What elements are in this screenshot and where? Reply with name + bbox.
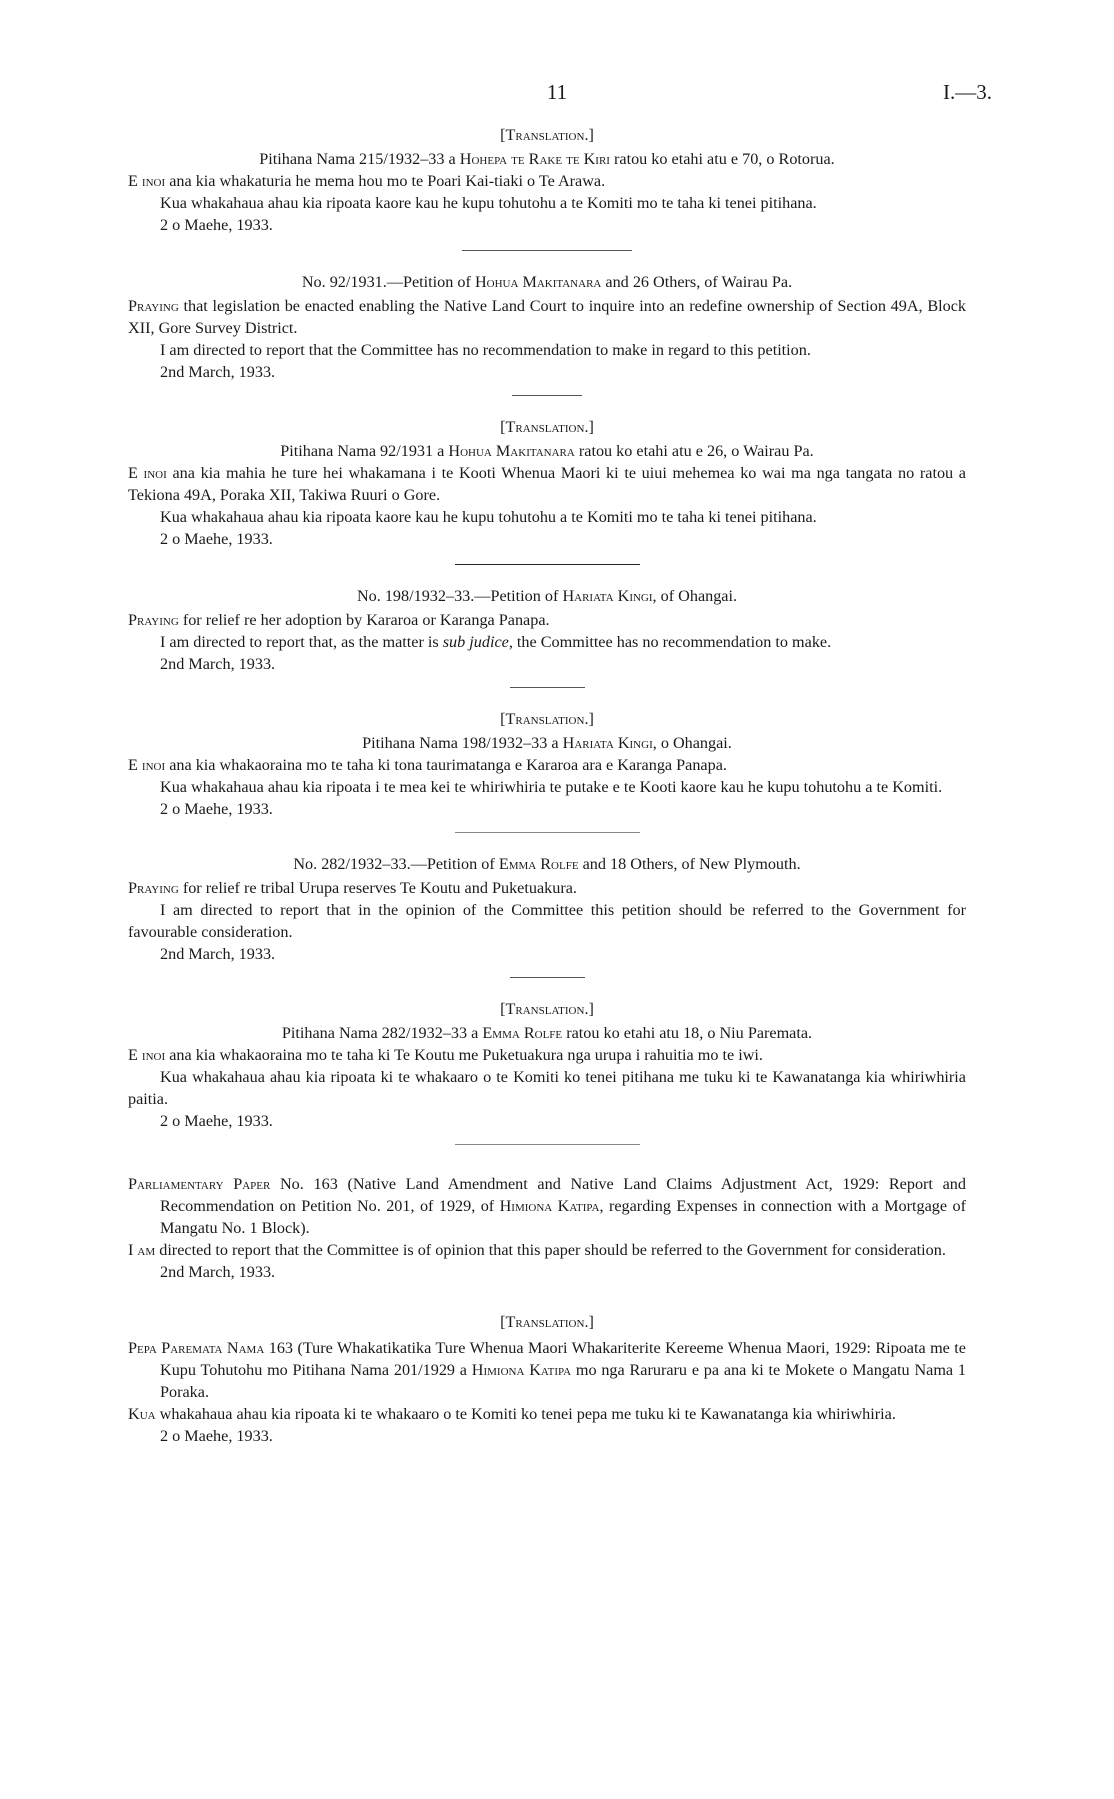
petition-title: No. 282/1932–33.—Petition of Emma Rolfe and 18 Others, of New Plymouth. — [293, 855, 801, 873]
translation-label: [Translation.] — [500, 1000, 594, 1018]
petition-title: No. 92/1931.—Petition of Hohua Makitanara and 26 Others, of Wairau Pa. — [301, 273, 793, 291]
committee-report: I am directed to report that, as the matter is sub judice, the Committee has no recommendation to make. — [160, 633, 832, 651]
committee-report: Kua whakahaua ahau kia ripoata ki te whakaaro o te Komiti ko tenei pepa me tuku ki te Kawanatanga kia whiriwhiria. — [128, 1405, 896, 1423]
paper-reference: I.—3. — [943, 80, 992, 104]
petition-title: Pitihana Nama 92/1931 a Hohua Makitanara ratou ko etahi atu e 26, o Wairau Pa. — [280, 442, 814, 460]
document-body — [128, 124, 966, 1447]
section-divider — [462, 250, 632, 251]
committee-report: I am directed to report that the Committee has no recommendation to make in regard to this petition. — [160, 341, 811, 359]
section-divider — [512, 395, 582, 396]
section-divider — [455, 1144, 640, 1145]
committee-report: Kua whakahaua ahau kia ripoata ki te whakaaro o te Komiti ko tenei pitihana me tuku ki te Kawanatanga kia whiriwhiria paitia. — [128, 1068, 966, 1108]
report-date: 2nd March, 1933. — [160, 363, 276, 381]
petition-request: Praying for relief re her adoption by Kararoa or Karanga Panapa. — [128, 611, 550, 629]
petition-title: No. 198/1932–33.—Petition of Hariata Kingi, of Ohangai. — [356, 587, 738, 605]
translation-label: [Translation.] — [500, 418, 594, 436]
report-date: 2 o Maehe, 1933. — [160, 530, 273, 548]
translation-label: [Translation.] — [500, 710, 594, 728]
petition-title: Pitihana Nama 282/1932–33 a Emma Rolfe ratou ko etahi atu 18, o Niu Paremata. — [281, 1024, 813, 1042]
section-divider — [510, 977, 585, 978]
report-date: 2nd March, 1933. — [160, 1263, 276, 1281]
report-date: 2 o Maehe, 1933. — [160, 216, 273, 234]
translation-label: [Translation.] — [500, 1313, 594, 1331]
translation-label: [Translation.] — [500, 126, 594, 144]
section-divider — [455, 832, 640, 833]
petition-request: E inoi ana kia whakaoraina mo te taha ki tona taurimatanga e Kararoa ara e Karanga Panapa. — [128, 756, 727, 774]
petition-request: E inoi ana kia whakaturia he mema hou mo te Poari Kai-tiaki o Te Arawa. — [128, 172, 606, 190]
petition-request: Praying for relief re tribal Urupa reserves Te Koutu and Puketuakura. — [128, 879, 577, 897]
paper-title: Parliamentary Paper No. 163 (Native Land Amendment and Native Land Claims Adjustment Act, 1929: Report and Recommendation on Petition No. 201, of 1929, of Himiona Katipa, regarding Expenses in connection with a Mortgage of Mangatu No. 1 Block). — [128, 1175, 966, 1237]
petition-request: E inoi ana kia mahia he ture hei whakamana i te Kooti Whenua Maori ki te uiui mehemea ko wai ma nga tangata no ratou a Tekiona 49A, Poraka XII, Takiwa Ruuri o Gore. — [128, 464, 966, 504]
report-date: 2nd March, 1933. — [160, 655, 276, 673]
report-date: 2 o Maehe, 1933. — [160, 800, 273, 818]
petition-request: Praying that legislation be enacted enabling the Native Land Court to inquire into an redefine ownership of Section 49A, Block XII, Gore Survey District. — [128, 297, 966, 337]
page-number: 11 — [546, 80, 568, 104]
paper-title: Pepa Paremata Nama 163 (Ture Whakatikatika Ture Whenua Maori Whakariterite Kereeme Whenua Maori, 1929: Ripoata me te Kupu Tohutohu mo Pitihana Nama 201/1929 a Himiona Katipa mo nga Raruraru e pa ana ki te Mokete o Mangatu Nama 1 Poraka. — [128, 1339, 966, 1401]
report-date: 2 o Maehe, 1933. — [160, 1427, 273, 1445]
committee-report: Kua whakahaua ahau kia ripoata i te mea kei te whiriwhiria te putake e te Kooti kaore kau he kupu tohutohu a te Komiti. — [160, 778, 943, 796]
section-divider — [455, 564, 640, 565]
report-date: 2 o Maehe, 1933. — [160, 1112, 273, 1130]
report-date: 2nd March, 1933. — [160, 945, 276, 963]
committee-report: I am directed to report that the Committee is of opinion that this paper should be referred to the Government for consideration. — [128, 1241, 946, 1259]
committee-report: Kua whakahaua ahau kia ripoata kaore kau he kupu tohutohu a te Komiti mo te taha ki tenei pitihana. — [160, 194, 817, 212]
petition-request: E inoi ana kia whakaoraina mo te taha ki Te Koutu me Puketuakura nga urupa i rahuitia mo te iwi. — [128, 1046, 763, 1064]
petition-title: Pitihana Nama 198/1932–33 a Hariata Kingi, o Ohangai. — [362, 734, 732, 752]
petition-title: Pitihana Nama 215/1932–33 a Hohepa te Rake te Kiri ratou ko etahi atu e 70, o Rotorua. — [259, 150, 835, 168]
section-divider — [510, 687, 585, 688]
committee-report: Kua whakahaua ahau kia ripoata kaore kau he kupu tohutohu a te Komiti mo te taha ki tenei pitihana. — [160, 508, 817, 526]
committee-report: I am directed to report that in the opinion of the Committee this petition should be referred to the Government for favourable consideration. — [128, 901, 966, 941]
